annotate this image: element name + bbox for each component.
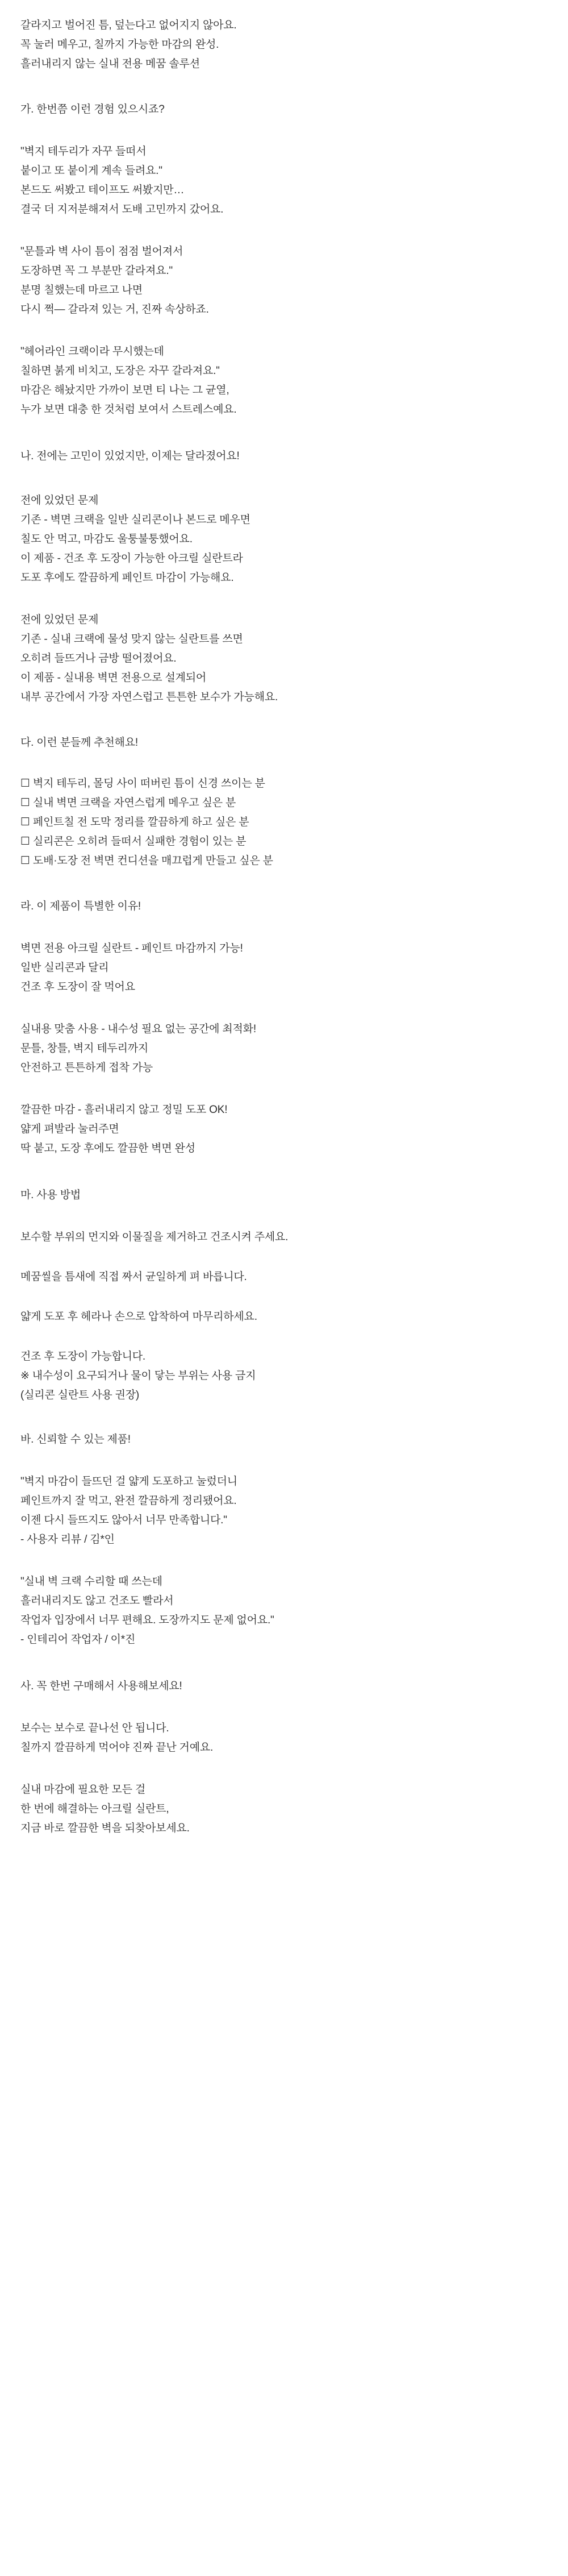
section-heading-na [20,447,548,466]
text-line: 칠하면 붉게 비치고, 도장은 자꾸 갈라져요." [20,365,220,377]
text-line: 얇게 펴발라 눌러주면 [20,1123,119,1135]
text-line: 문틀, 창틀, 벽지 테두리까지 [20,1042,149,1054]
section-heading-ba [20,1430,548,1449]
compare-wall-crack [20,491,548,588]
section-heading-da [20,733,548,753]
section-heading-ra [20,897,548,916]
text-line: 딱 붙고, 도장 후에도 깔끔한 벽면 완성 [20,1142,195,1154]
text-line: 가. 한번쯤 이런 경험 있으시죠? [20,103,165,115]
text-line: 실내 마감에 필요한 모든 걸 [20,1784,146,1796]
text-line: 이 제품 - 실내용 벽면 전용으로 설계되어 [20,672,207,684]
review-user-kim [20,1472,548,1549]
text-line: 꼭 눌러 메우고, 칠까지 가능한 마감의 완성. [20,39,219,51]
text-line: 실내용 맞춤 사용 - 내수성 필요 없는 공간에 최적화! [20,1023,256,1035]
text-line: 나. 전에는 고민이 있었지만, 이제는 달라졌어요! [20,450,240,462]
closing-2 [20,1780,548,1838]
howto-step-4 [20,1347,548,1405]
text-line: 이 제품 - 건조 후 도장이 가능한 아크릴 실란트라 [20,552,243,564]
text-line: - 인테리어 작업자 / 이*진 [20,1634,136,1646]
section-heading-sa [20,1677,548,1696]
howto-step-3 [20,1307,548,1327]
text-line: ☐ 실리콘은 오히려 들떠서 실패한 경험이 있는 분 [20,836,247,847]
text-line: 페인트까지 잘 먹고, 완전 깔끔하게 정리됐어요. [20,1495,237,1507]
text-line: 깔끔한 마감 - 흘러내리지 않고 정밀 도포 OK! [20,1104,228,1116]
text-line: 전에 있었던 문제 [20,614,99,626]
text-line: 메꿈씰을 틈새에 직접 짜서 균일하게 펴 바릅니다. [20,1271,247,1283]
text-line: "실내 벽 크랙 수리할 때 쓰는데 [20,1576,162,1588]
text-line: 건조 후 도장이 잘 먹어요 [20,981,135,993]
text-line: ※ 내수성이 요구되거나 물이 닿는 부위는 사용 금지 [20,1370,256,1382]
section-heading-ga [20,100,548,119]
text-line: 붙이고 또 붙이게 계속 들려요." [20,165,162,177]
text-line: 다. 이런 분들께 추천해요! [20,737,138,749]
text-line: 안전하고 튼튼하게 접착 가능 [20,1062,153,1074]
text-line: ☐ 실내 벽면 크랙을 자연스럽게 메우고 싶은 분 [20,797,236,809]
text-line: 벽면 전용 아크릴 실란트 - 페인트 마감까지 가능! [20,942,243,954]
howto-step-2 [20,1268,548,1287]
recommend-checklist [20,774,548,871]
text-line: 한 번에 해결하는 아크릴 실란트, [20,1803,169,1815]
feature-indoor-fit [20,1020,548,1078]
content-root [20,16,548,1838]
text-line: 보수는 보수로 끝나선 안 됩니다. [20,1722,169,1734]
feature-paintable [20,939,548,997]
text-line: 라. 이 제품이 특별한 이유! [20,900,141,912]
text-line: 흘러내리지 않는 실내 전용 메꿈 솔루션 [20,58,200,70]
text-line: 일반 실리콘과 달리 [20,962,109,974]
intro-hook [20,16,548,74]
text-line: 마. 사용 방법 [20,1189,81,1201]
closing-1 [20,1719,548,1758]
text-line: 본드도 써봤고 테이프도 써봤지만… [20,184,185,196]
text-line: 마감은 해놨지만 가까이 보면 티 나는 그 균열, [20,384,229,396]
text-line: 도포 후에도 깔끔하게 페인트 마감이 가능해요. [20,572,234,584]
testimonial-door-frame-gap [20,242,548,319]
text-line: 이젠 다시 들뜨지도 않아서 너무 만족합니다." [20,1514,227,1526]
text-line: 칠까지 깔끔하게 먹어야 진짜 끝난 거예요. [20,1742,214,1754]
compare-indoor-crack [20,610,548,707]
text-line: 전에 있었던 문제 [20,495,99,506]
text-line: ☐ 벽지 테두리, 몰딩 사이 떠버린 틈이 신경 쓰이는 분 [20,778,265,790]
testimonial-wallpaper-edge [20,142,548,219]
text-line: 기존 - 실내 크랙에 물성 맞지 않는 실란트를 쓰면 [20,633,243,645]
howto-step-1 [20,1228,548,1247]
text-line: 바. 신뢰할 수 있는 제품! [20,1434,131,1445]
text-line: "벽지 마감이 들뜨던 걸 얇게 도포하고 눌렀더니 [20,1476,237,1488]
text-line: (실리콘 실란트 사용 권장) [20,1389,140,1401]
text-line: 누가 보면 대충 한 것처럼 보여서 스트레스예요. [20,404,237,416]
text-line: 흘러내리지도 않고 건조도 빨라서 [20,1595,174,1607]
feature-clean-finish [20,1100,548,1158]
text-line: 지금 바로 깔끔한 벽을 되찾아보세요. [20,1822,190,1834]
text-line: 도장하면 꼭 그 부분만 갈라져요." [20,265,173,277]
text-line: 다시 쩍— 갈라져 있는 거, 진짜 속상하죠. [20,304,209,315]
text-line: 작업자 입장에서 너무 편해요. 도장까지도 문제 없어요." [20,1614,274,1626]
text-line: "벽지 테두리가 자꾸 들떠서 [20,146,147,157]
text-line: 칠도 안 먹고, 마감도 울퉁불퉁했어요. [20,533,193,545]
text-line: 내부 공간에서 가장 자연스럽고 튼튼한 보수가 가능해요. [20,691,278,703]
text-line: 기존 - 벽면 크랙을 일반 실리콘이나 본드로 메우면 [20,514,250,526]
text-line: 보수할 부위의 먼지와 이물질을 제거하고 건조시켜 주세요. [20,1231,289,1243]
text-line: "헤어라인 크랙이라 무시했는데 [20,346,164,358]
text-line: 사. 꼭 한번 구매해서 사용해보세요! [20,1680,182,1692]
text-line: 결국 더 지저분해져서 도배 고민까지 갔어요. [20,203,224,215]
review-interior-lee [20,1572,548,1650]
text-line: 건조 후 도장이 가능합니다. [20,1351,146,1362]
text-line: - 사용자 리뷰 / 김*인 [20,1534,115,1545]
testimonial-hairline-crack [20,342,548,419]
section-heading-ma [20,1186,548,1205]
text-line: ☐ 도배·도장 전 벽면 컨디션을 매끄럽게 만들고 싶은 분 [20,855,273,867]
text-line: "문틀과 벽 사이 틈이 점점 벌어져서 [20,246,183,257]
text-line: 얇게 도포 후 헤라나 손으로 압착하여 마무리하세요. [20,1311,257,1323]
text-line: 오히려 들뜨거나 금방 떨어졌어요. [20,653,177,664]
text-line: ☐ 페인트칠 전 도막 정리를 깔끔하게 하고 싶은 분 [20,816,249,828]
text-line: 분명 칠했는데 마르고 나면 [20,284,143,296]
text-line: 갈라지고 벌어진 틈, 덮는다고 없어지지 않아요. [20,19,237,31]
